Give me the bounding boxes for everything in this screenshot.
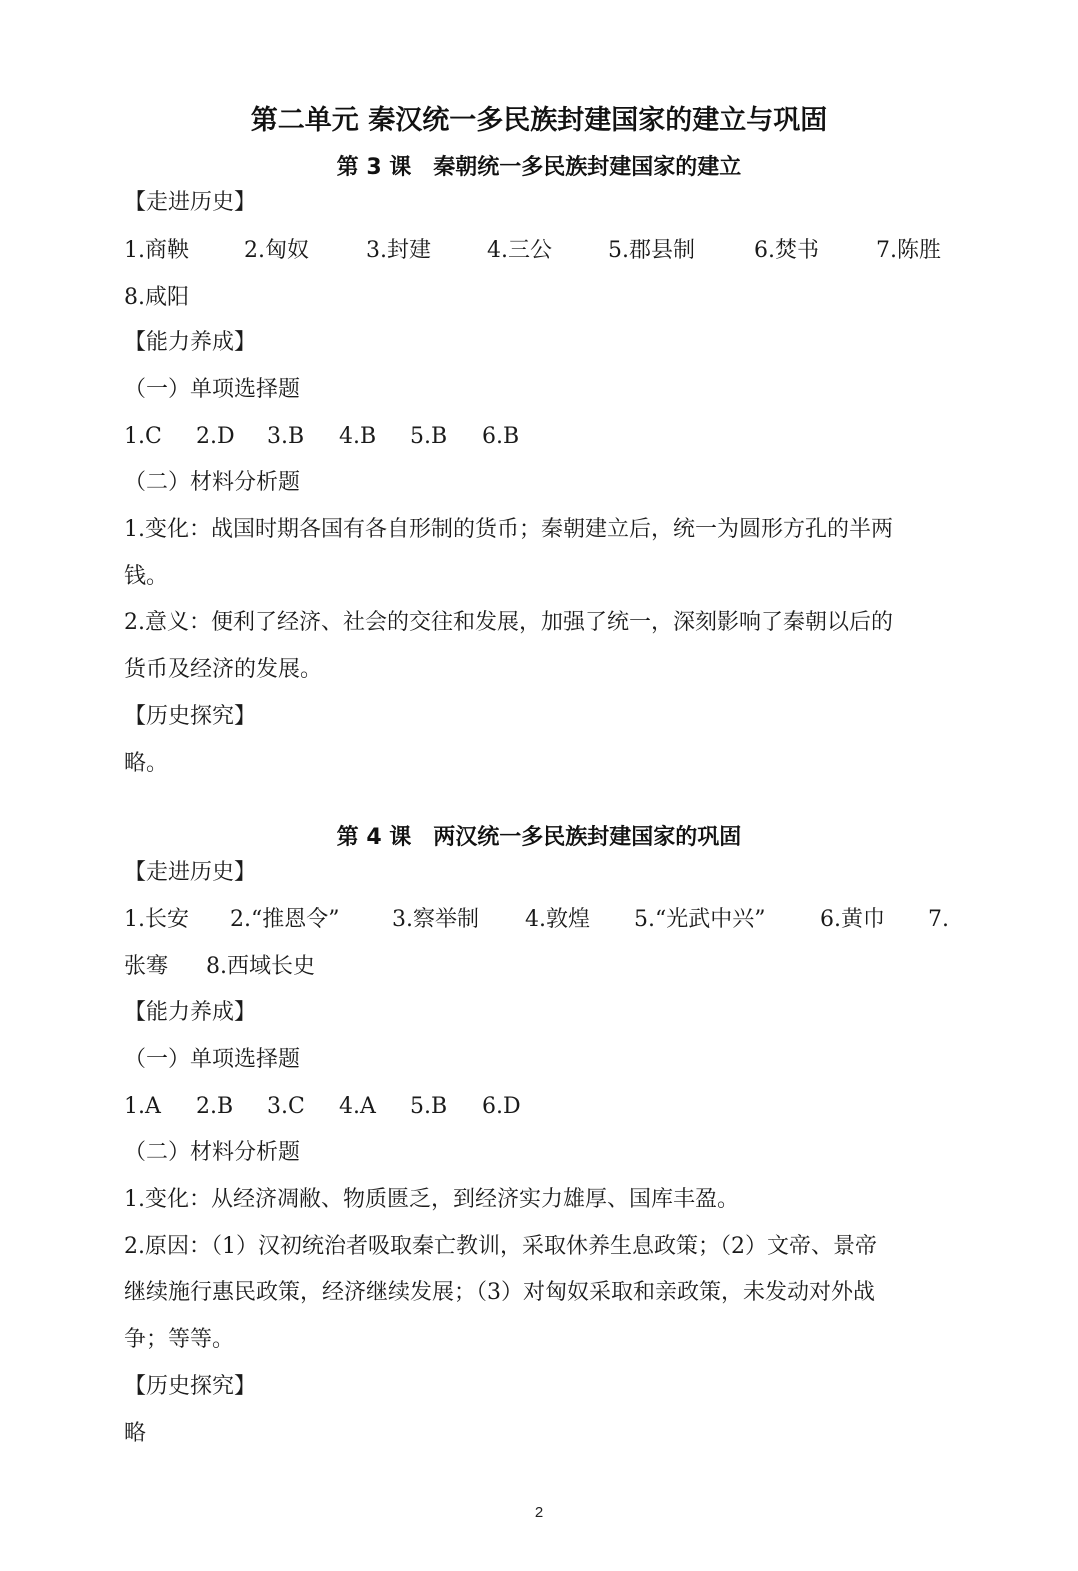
lesson4-history-item: 7. xyxy=(928,907,949,932)
lesson4-history-item: 8.西域长史 xyxy=(206,954,315,979)
lesson4-choice-answer: 3.C xyxy=(267,1094,305,1119)
lesson3-choice-answer: 4.B xyxy=(339,424,377,449)
lesson4-choice-answer: 5.B xyxy=(410,1094,448,1119)
lesson3-history-item: 7.陈胜 xyxy=(876,238,941,263)
lesson4-choice-answer: 2.B xyxy=(196,1094,234,1119)
lesson4-section-ability: 【能力养成】 xyxy=(124,1000,257,1025)
lesson4-material-line: 争；等等。 xyxy=(124,1327,235,1352)
lesson4-history-item: 2.“推恩令” xyxy=(230,907,340,932)
lesson3-choice-answer: 6.B xyxy=(482,424,520,449)
lesson3-title: 第 3 课 秦朝统一多民族封建国家的建立 xyxy=(336,155,742,180)
lesson3-material-line: 钱。 xyxy=(124,564,169,589)
page-number: 2 xyxy=(534,1504,544,1521)
lesson3-material-line: 2.意义：便利了经济、社会的交往和发展，加强了统一，深刻影响了秦朝以后的 xyxy=(124,610,893,635)
lesson3-material-heading: （二）材料分析题 xyxy=(124,470,301,495)
lesson3-history-item: 2.匈奴 xyxy=(244,238,309,263)
unit-title: 第二单元 秦汉统一多民族封建国家的建立与巩固 xyxy=(250,105,828,136)
lesson4-history-item: 5.“光武中兴” xyxy=(634,907,766,932)
lesson3-choice-answer: 2.D xyxy=(196,424,235,449)
lesson4-section-history: 【走进历史】 xyxy=(124,860,257,885)
lesson3-material-line: 1.变化：战国时期各国有各自形制的货币；秦朝建立后，统一为圆形方孔的半两 xyxy=(124,517,893,542)
lesson3-choice-heading: （一）单项选择题 xyxy=(124,377,301,402)
lesson4-choice-heading: （一）单项选择题 xyxy=(124,1047,301,1072)
lesson3-explore-text: 略。 xyxy=(124,751,169,776)
lesson4-explore-text: 略 xyxy=(124,1421,147,1446)
lesson4-history-item: 4.敦煌 xyxy=(525,907,590,932)
lesson4-title: 第 4 课 两汉统一多民族封建国家的巩固 xyxy=(336,825,742,850)
lesson4-history-item: 6.黄巾 xyxy=(820,907,885,932)
lesson4-history-item: 1.长安 xyxy=(124,907,189,932)
lesson3-choice-answer: 3.B xyxy=(267,424,305,449)
lesson4-history-item: 张骞 xyxy=(124,954,169,979)
lesson3-choice-answer: 5.B xyxy=(410,424,448,449)
lesson4-material-line: 1.变化：从经济凋敝、物质匮乏，到经济实力雄厚、国库丰盈。 xyxy=(124,1187,739,1212)
lesson4-history-item: 3.察举制 xyxy=(392,907,479,932)
lesson3-material-line: 货币及经济的发展。 xyxy=(124,657,323,682)
lesson3-history-item: 3.封建 xyxy=(366,238,431,263)
lesson3-history-item: 5.郡县制 xyxy=(608,238,695,263)
lesson3-history-item: 6.焚书 xyxy=(754,238,819,263)
lesson3-history-item: 1.商鞅 xyxy=(124,238,189,263)
lesson4-choice-answer: 1.A xyxy=(124,1094,161,1119)
lesson4-material-line: 继续施行惠民政策，经济继续发展；（3）对匈奴采取和亲政策，未发动对外战 xyxy=(124,1280,875,1305)
lesson4-section-explore: 【历史探究】 xyxy=(124,1374,257,1399)
lesson3-history-item: 8.咸阳 xyxy=(124,285,189,310)
lesson3-history-item: 4.三公 xyxy=(487,238,552,263)
lesson3-section-history: 【走进历史】 xyxy=(124,190,257,215)
lesson4-material-line: 2.原因：（1）汉初统治者吸取秦亡教训，采取休养生息政策；（2）文帝、景帝 xyxy=(124,1234,877,1259)
lesson3-section-ability: 【能力养成】 xyxy=(124,330,257,355)
lesson4-material-heading: （二）材料分析题 xyxy=(124,1140,301,1165)
lesson4-choice-answer: 4.A xyxy=(339,1094,376,1119)
lesson4-choice-answer: 6.D xyxy=(482,1094,521,1119)
lesson3-choice-answer: 1.C xyxy=(124,424,162,449)
lesson3-section-explore: 【历史探究】 xyxy=(124,704,257,729)
